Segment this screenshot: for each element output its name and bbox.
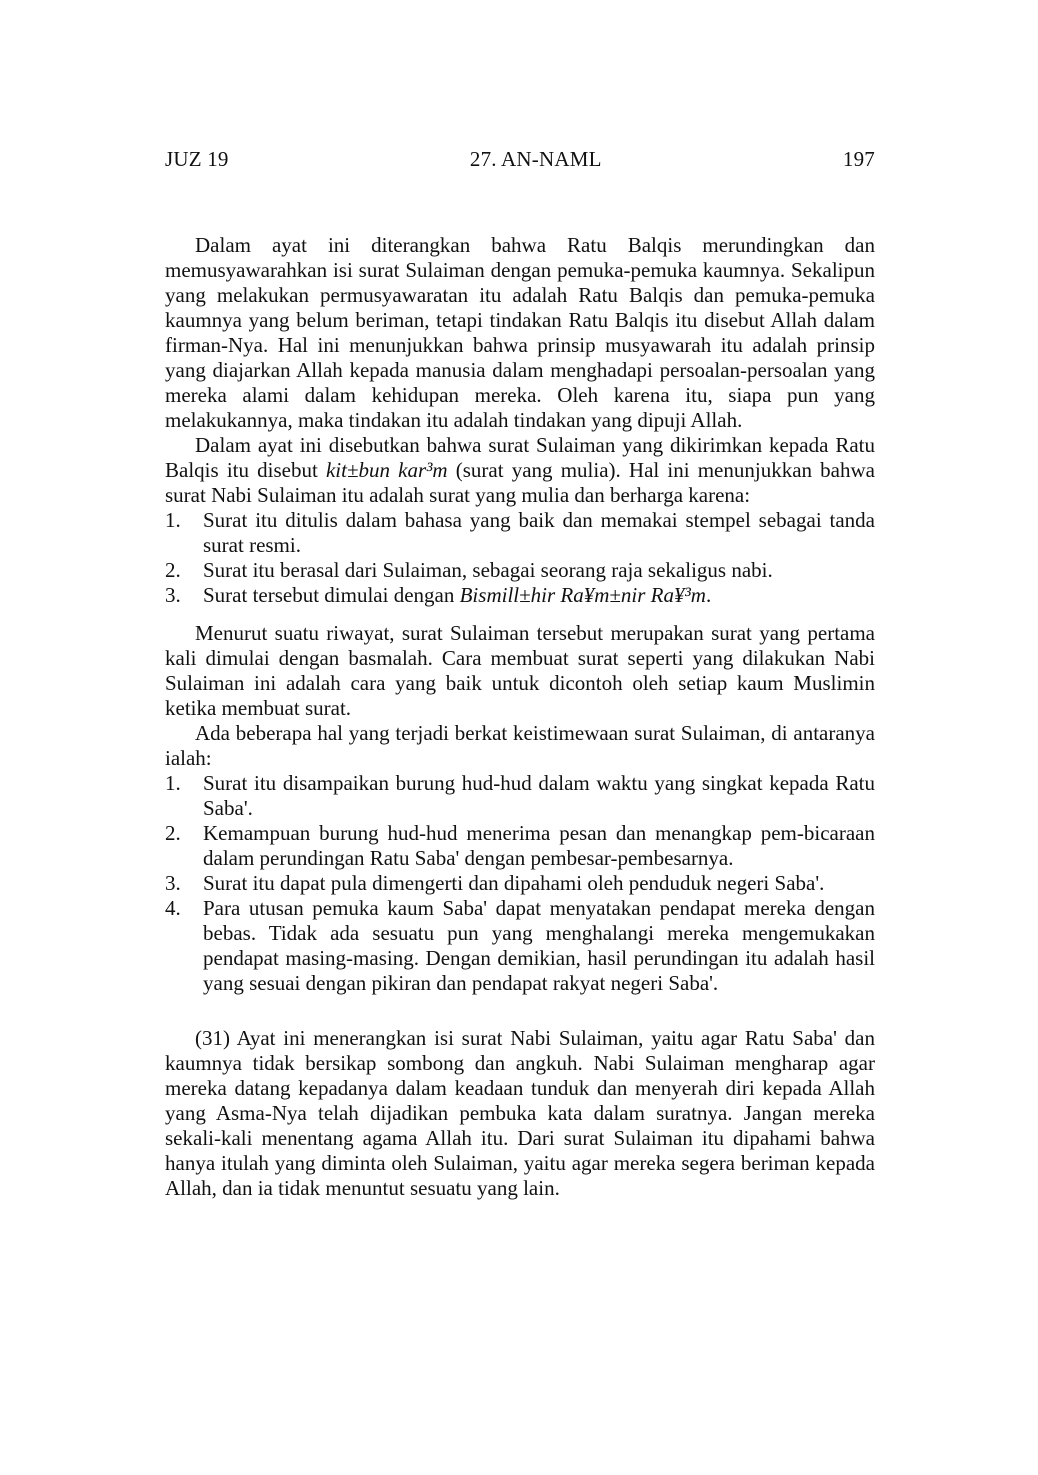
juz-label: JUZ 19 — [165, 147, 229, 171]
list-number: 2. — [165, 821, 181, 845]
list-text: Kemampuan burung hud-hud menerima pesan dan menangkap pem-bicaraan dalam perundingan Ratu Saba' dengan pembesar-pembesarnya. — [203, 821, 875, 870]
paragraph-kitabun-karim — [165, 433, 875, 508]
document-page — [165, 145, 875, 1201]
paragraph-basmalah: Menurut suatu riwayat, surat Sulaiman tersebut merupakan surat yang pertama kali dimulai dengan basmalah. Cara membuat surat seperti yang dilakukan Nabi Sulaiman ini adalah cara yang baik untuk dicontoh oleh setiap kaum Muslimin ketika membuat surat. — [165, 621, 875, 720]
list-text: . — [705, 583, 712, 607]
list-number: 4. — [165, 896, 181, 920]
arabic-term: kit±bun kar³m — [325, 458, 448, 482]
list-text: Surat itu dapat pula dimengerti dan dipahami oleh penduduk negeri Saba'. — [203, 871, 825, 895]
list-text: Surat tersebut dimulai dengan — [203, 583, 460, 607]
surah-title: 27. AN-NAML — [469, 147, 602, 171]
paragraph-keistimewaan: Ada beberapa hal yang terjadi berkat keistimewaan surat Sulaiman, di antaranya ialah: — [165, 721, 875, 770]
paragraph-text: Dalam ayat ini disebutkan bahwa surat Sulaiman yang dikirimkan kepada Ratu Balqis itu disebut — [165, 433, 875, 482]
list-text: Surat itu disampaikan burung hud-hud dalam waktu yang singkat kepada Ratu Saba'. — [203, 771, 875, 820]
list-text: Para utusan pemuka kaum Saba' dapat menyatakan pendapat mereka dengan bebas. Tidak ada sesuatu pun yang menghalangi mereka mengemukakan pendapat masing-masing. Dengan demikian, hasil perundingan itu adalah hasil yang sesuai dengan pikiran dan pendapat rakyat negeri Saba'. — [203, 896, 875, 995]
list-number: 3. — [165, 583, 181, 607]
list-number: 2. — [165, 558, 181, 582]
page-body — [165, 233, 875, 1201]
privileges-list — [165, 771, 875, 996]
list-item — [165, 508, 875, 558]
list-item — [165, 821, 875, 871]
list-text: Surat itu berasal dari Sulaiman, sebagai seorang raja sekaligus nabi. — [203, 558, 773, 582]
paragraph-verse-31: (31) Ayat ini menerangkan isi surat Nabi Sulaiman, yaitu agar Ratu Saba' dan kaumnya tidak bersikap sombong dan angkuh. Nabi Sulaiman mengharap agar mereka datang kepadanya dalam keadaan tunduk dan menyerah diri kepada Allah yang Asma-Nya telah dijadikan pembuka kata dalam suratnya. Jangan mereka sekali-kali menentang agama Allah itu. Dari surat Sulaiman itu dipahami bahwa hanya itulah yang diminta oleh Sulaiman, yaitu agar mereka segera beriman kepada Allah, dan ia tidak menuntut sesuatu yang lain. — [165, 1026, 875, 1200]
reasons-list — [165, 508, 875, 608]
list-item — [165, 896, 875, 996]
list-item — [165, 558, 875, 583]
arabic-term: Bismill±hir Ra¥m±nir Ra¥³m — [459, 583, 706, 607]
list-item — [165, 583, 875, 608]
page-number: 197 — [842, 147, 875, 171]
list-text: Surat itu ditulis dalam bahasa yang baik dan memakai stempel sebagai tanda surat resmi. — [203, 508, 875, 557]
paragraph-musyawarah: Dalam ayat ini diterangkan bahwa Ratu Balqis merundingkan dan memusyawarahkan isi surat Sulaiman dengan pemuka-pemuka kaumnya. Sekalipun yang melakukan permusyawaratan itu adalah Ratu Balqis dan pemuka-pemuka kaumnya yang belum beriman, tetapi tindakan Ratu Balqis itu disebut Allah dalam firman-Nya. Hal ini menunjukkan bahwa prinsip musyawarah itu adalah prinsip yang diajarkan Allah kepada manusia dalam menghadapi persoalan-persoalan yang mereka alami dalam kehidupan mereka. Oleh karena itu, siapa pun yang melakukannya, maka tindakan itu adalah tindakan yang dipuji Allah. — [165, 233, 875, 432]
list-number: 1. — [165, 771, 181, 795]
list-item — [165, 871, 875, 896]
list-item — [165, 771, 875, 821]
paragraph-text: (surat yang mulia). Hal ini menunjukkan bahwa surat Nabi Sulaiman itu adalah surat yang mulia dan berharga karena: — [165, 458, 875, 507]
list-number: 1. — [165, 508, 181, 532]
list-number: 3. — [165, 871, 181, 895]
running-header — [165, 145, 875, 173]
